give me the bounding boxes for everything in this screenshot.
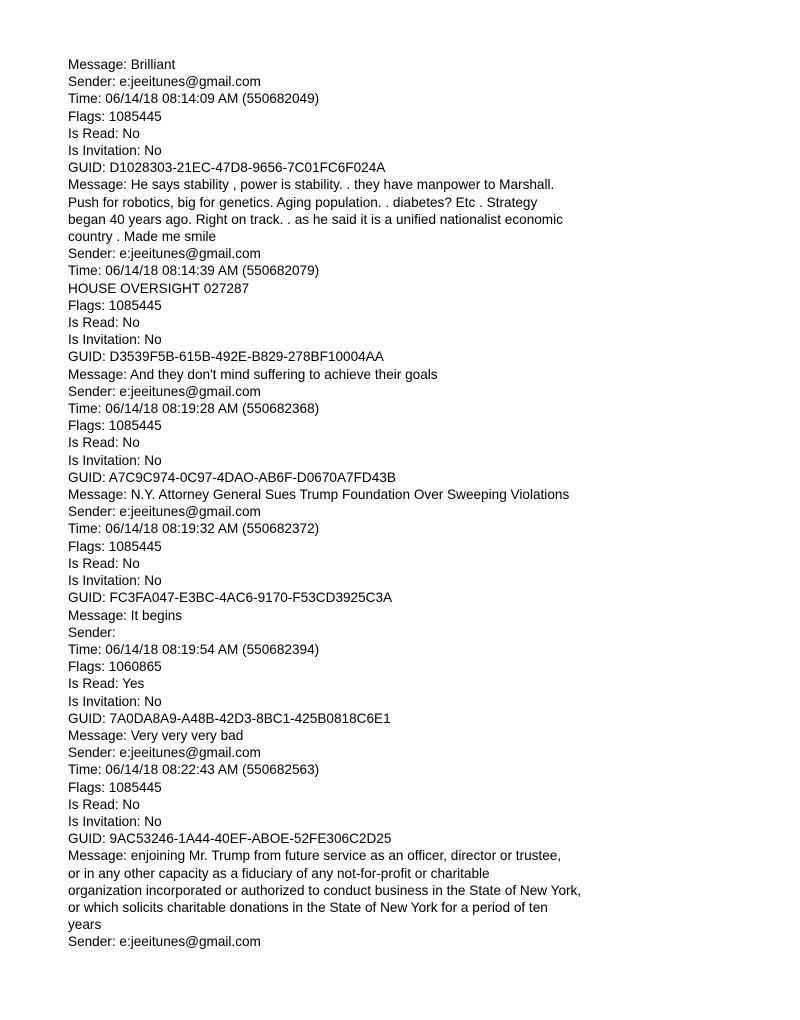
flags-line: Flags: 1085445 <box>68 108 162 124</box>
flags-line: Flags: 1060865 <box>68 659 162 675</box>
is-invitation-line: Is Invitation: No <box>68 143 162 159</box>
is-read-line: Is Read: No <box>68 125 140 141</box>
is-invitation-line: Is Invitation: No <box>68 452 162 468</box>
time-line: Time: 06/14/18 08:19:32 AM (550682372) <box>68 521 320 537</box>
guid-line: GUID: FC3FA047-E3BC-4AC6-9170-F53CD3925C3A <box>68 590 393 606</box>
message-line-stability: Message: He says stability , power is stability. . they have manpower to Marshall. <box>68 177 555 193</box>
is-read-line: Is Read: No <box>68 796 140 812</box>
message-continuation-line: or in any other capacity as a fiduciary of any not-for-profit or charitable <box>68 865 490 881</box>
flags-line: Flags: 1085445 <box>68 779 162 795</box>
time-line: Time: 06/14/18 08:22:43 AM (550682563) <box>68 762 320 778</box>
message-continuation-line: organization incorporated or authorized to conduct business in the State of New York, <box>68 882 582 898</box>
time-line: Time: 06/14/18 08:14:09 AM (550682049) <box>68 91 320 107</box>
guid-line: GUID: A7C9C974-0C97-4DAO-AB6F-D0670A7FD43B <box>68 469 396 485</box>
message-line-brilliant: Message: Brilliant <box>68 57 176 72</box>
flags-line: Flags: 1085445 <box>68 418 162 434</box>
guid-line: GUID: 7A0DA8A9-A48B-42D3-8BC1-425B0818C6E1 <box>68 710 391 726</box>
flags-line: Flags: 1085445 <box>68 538 162 554</box>
message-line-ny-attorney: Message: N.Y. Attorney General Sues Trump Foundation Over Sweeping Violations <box>68 487 570 503</box>
message-continuation-line: or which solicits charitable donations in the State of New York for a period of ten <box>68 899 548 915</box>
is-read-line: Is Read: Yes <box>68 676 145 692</box>
message-line-very-bad: Message: Very very very bad <box>68 727 244 743</box>
guid-line: GUID: D3539F5B-615B-492E-B829-278BF10004AA <box>68 349 384 365</box>
sender-line: Sender: e:jeeitunes@gmail.com <box>68 745 261 761</box>
message-continuation-line: years <box>68 917 102 933</box>
message-log-page <box>68 56 668 951</box>
bates-stamp: HOUSE OVERSIGHT 027287 <box>68 280 250 296</box>
flags-line: Flags: 1085445 <box>68 297 162 313</box>
time-line: Time: 06/14/18 08:14:39 AM (550682079) <box>68 263 320 279</box>
message-line-enjoining: Message: enjoining Mr. Trump from future service as an officer, director or trustee, <box>68 848 562 864</box>
sender-line: Sender: e:jeeitunes@gmail.com <box>68 383 261 399</box>
guid-line: GUID: 9AC53246-1A44-40EF-ABOE-52FE306C2D25 <box>68 831 392 847</box>
sender-line: Sender: e:jeeitunes@gmail.com <box>68 504 261 520</box>
sender-line: Sender: <box>68 624 116 640</box>
is-invitation-line: Is Invitation: No <box>68 813 162 829</box>
time-line: Time: 06/14/18 08:19:28 AM (550682368) <box>68 401 320 417</box>
is-read-line: Is Read: No <box>68 315 140 331</box>
is-read-line: Is Read: No <box>68 555 140 571</box>
message-line-it-begins: Message: It begins <box>68 607 183 623</box>
message-continuation-line: began 40 years ago. Right on track. . as he said it is a unified nationalist economic <box>68 211 563 227</box>
is-invitation-line: Is Invitation: No <box>68 573 162 589</box>
is-read-line: Is Read: No <box>68 435 140 451</box>
message-continuation-line: country . Made me smile <box>68 229 217 245</box>
message-line-suffering: Message: And they don't mind suffering to achieve their goals <box>68 366 438 382</box>
time-line: Time: 06/14/18 08:19:54 AM (550682394) <box>68 641 320 657</box>
sender-line: Sender: e:jeeitunes@gmail.com <box>68 74 261 90</box>
message-continuation-line: Push for robotics, big for genetics. Aging population. . diabetes? Etc . Strategy <box>68 194 538 210</box>
sender-line: Sender: e:jeeitunes@gmail.com <box>68 934 261 950</box>
guid-line: GUID: D1028303-21EC-47D8-9656-7C01FC6F024A <box>68 160 386 176</box>
sender-line: Sender: e:jeeitunes@gmail.com <box>68 246 261 262</box>
is-invitation-line: Is Invitation: No <box>68 693 162 709</box>
is-invitation-line: Is Invitation: No <box>68 332 162 348</box>
